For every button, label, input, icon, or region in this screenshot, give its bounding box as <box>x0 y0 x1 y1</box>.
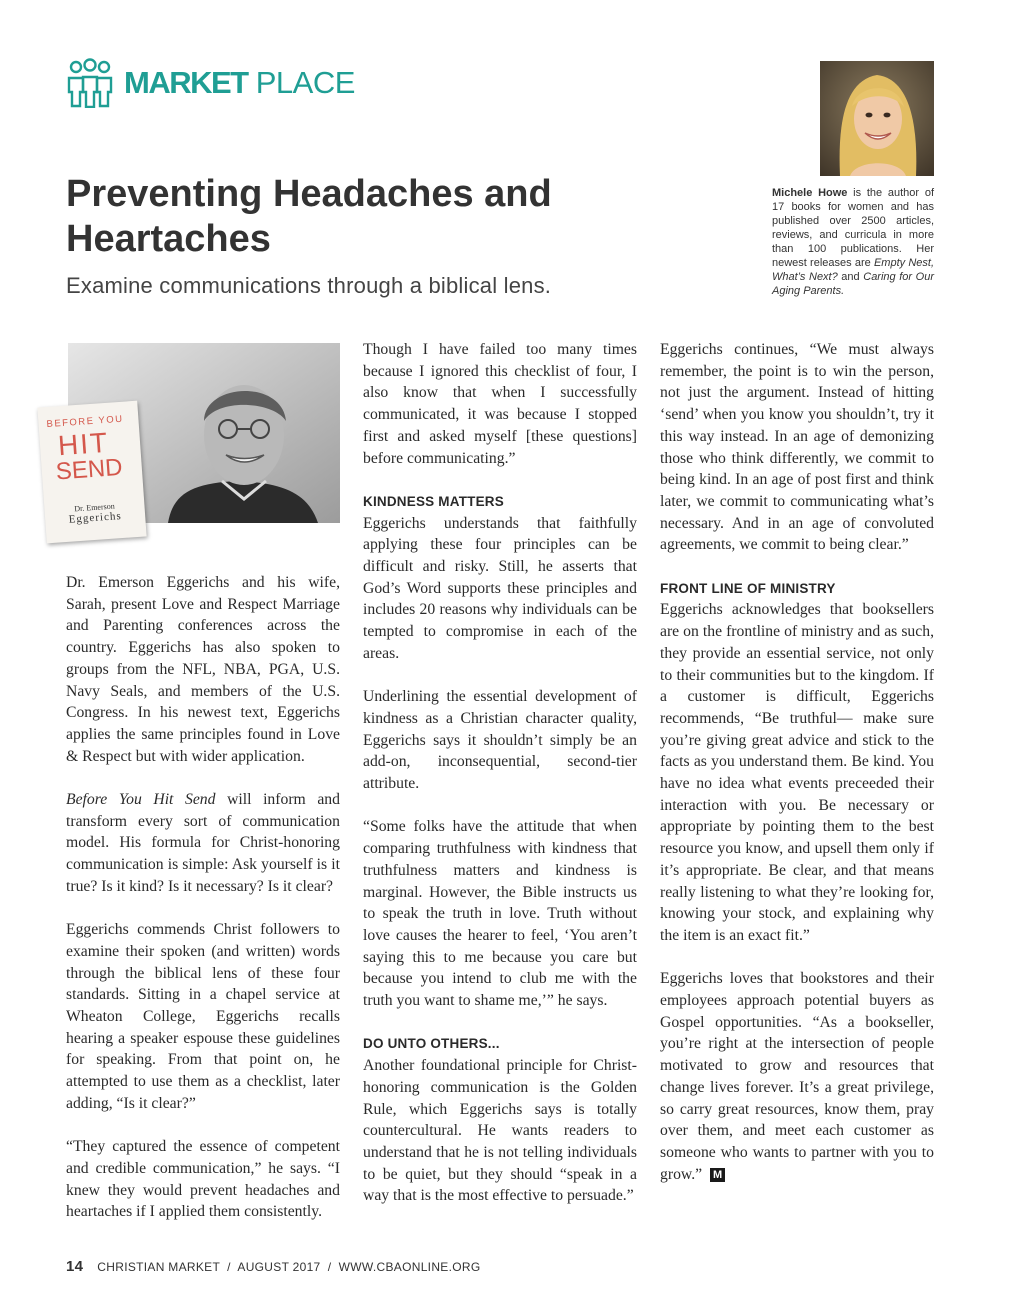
page-footer <box>66 1258 480 1275</box>
book-cover-line3: SEND <box>54 453 124 486</box>
subheading-front-line-of-ministry: FRONT LINE OF MINISTRY <box>660 580 836 596</box>
col1-paragraph-4: “They captured the essence of competent and credible communication,” he says. “I knew they would prevent headaches and heartaches if I applied them consistently. <box>66 1138 340 1221</box>
subheading-kindness-matters: KINDNESS MATTERS <box>363 493 504 509</box>
col2-paragraph-3: Underlining the essential development of kindness as a Christian character quality, Eggerichs says it shouldn’t simply be an add-on, inconsequential, second-tier attribute. <box>363 688 637 793</box>
col3-paragraph-3: Eggerichs loves that bookstores and their employees approach potential buyers as Gospel opportunities. “As a bookseller, you’re right at the intersection of people motivated to grow and resources that change lives forever. It’s a great privilege, so carry great resources, know them, pray over them, and meet each customer as someone who wants to partner with you to grow.” M <box>660 970 934 1183</box>
article-subtitle: Examine communications through a biblical lens. <box>66 273 552 298</box>
col3-paragraph-1: Eggerichs continues, “We must always remember, the point is to win the person, not just the argument. Instead of hitting ‘send’ when you know you shouldn’t, try it this way instead. In an age of demonizing those who think differently, we commit to being kind. In an age of post first and think later, we commit to communicating what’s necessary. And in an age of convoluted agreements, we commit to being clear.” <box>660 341 934 554</box>
col1-paragraph-3: Eggerichs commends Christ followers to examine their spoken (and written) words through the biblical lens of these four standards. Sitting in a chapel service at Wheaton College, Eggerichs recalls hearing a speaker espouse these guidelines for speaking. From that point on, he attempted to use them as a checklist, later adding, “Is it clear?” <box>66 921 340 1112</box>
book-cover-line2: HIT <box>57 426 111 462</box>
col2-paragraph-1: Though I have failed too many times because I ignored this checklist of four, I also know that when I successfully communicated, it was because I stopped first and asked myself [these questions] before communicating.” <box>363 341 637 467</box>
book-cover-author2: Eggerichs <box>68 510 123 526</box>
book-cover-author1: Dr. Emerson <box>73 501 115 514</box>
article-column-3 <box>660 339 934 1185</box>
subheading-do-unto-others: DO UNTO OTHERS... <box>363 1036 500 1052</box>
article-title: Preventing Headaches and Heartaches <box>66 173 552 260</box>
people-group-icon <box>66 58 114 108</box>
col3-paragraph-2: Eggerichs acknowledges that booksellers are on the frontline of ministry and as such, they provide an essential service, not only to their communities but to the kingdom. If a customer is difficult, Eggerichs recommends, “Be truthful— make sure you’re giving great advice and stick to the facts as you understand them. Be kind. You have no idea what events preceeded their interaction with you. Be necessary or appropriate by pointing them to the best resource you know, and upsell them only if it’s appropriate. Be clear, and that means really listening to what they’re looking for, knowing your stock, and explaining why the item is an exact fit.” <box>660 601 934 944</box>
author-bio: Michele Howe is the author of 17 books for women and has published over 2500 articles, reviews, and curricula in more than 100 publications. Her newest releases are Empty Nest, What’s Next? and Caring for Our Aging Parents. <box>772 187 935 297</box>
article-column-2 <box>363 339 637 1207</box>
col1-paragraph-2: Before You Hit Send will inform and transform every sort of communication model. His formula for Christ-honoring communication is simple: Ask yourself is it true? Is it kind? Is it necessary? Is it clear? <box>66 791 340 895</box>
author-photo <box>820 61 934 176</box>
book-cover-line1: BEFORE YOU <box>46 413 124 431</box>
footer-text: CHRISTIAN MARKET / AUGUST 2017 / WWW.CBAONLINE.ORG <box>97 1260 481 1274</box>
col2-paragraph-5: Another foundational principle for Christ-honoring communication is the Golden Rule, which Eggerichs says is totally countercultural. He wants readers to understand that he is not telling individuals to be quiet, but they should “speak in a way that is the most effective to persuade.” <box>363 1057 637 1205</box>
page-number: 14 <box>66 1258 84 1275</box>
col2-paragraph-4: “Some folks have the attitude that when comparing truthfulness with kindness that truthfulness matters and kindness is marginal. However, the Bible instructs us to speak the truth in love. Truth without love causes the hearer to feel, ‘You aren’t saying this to me because you care but because you intend to club me with the truth you want to shame me,’” he says. <box>363 818 637 1010</box>
book-cover <box>37 401 146 544</box>
article-column-1 <box>66 572 340 1223</box>
section-label: MARKET PLACE <box>124 65 355 100</box>
col1-paragraph-1: Dr. Emerson Eggerichs and his wife, Sarah, present Love and Respect Marriage and Parenting conferences across the country. Eggerichs has also spoken to groups from the NFL, NBA, PGA, U.S. Navy Seals, and members of the U.S. Congress. In his newest text, Eggerichs applies the same principles found in Love & Respect but with wider application. <box>66 574 340 765</box>
col2-paragraph-2: Eggerichs understands that faithfully applying these four principles can be difficult and risky. Still, he asserts that God’s Word supports these principles and includes 20 reasons why individuals can be tempted to compromise in each of the areas. <box>363 514 637 662</box>
end-mark-icon: M <box>710 1168 725 1182</box>
section-header <box>66 58 355 108</box>
